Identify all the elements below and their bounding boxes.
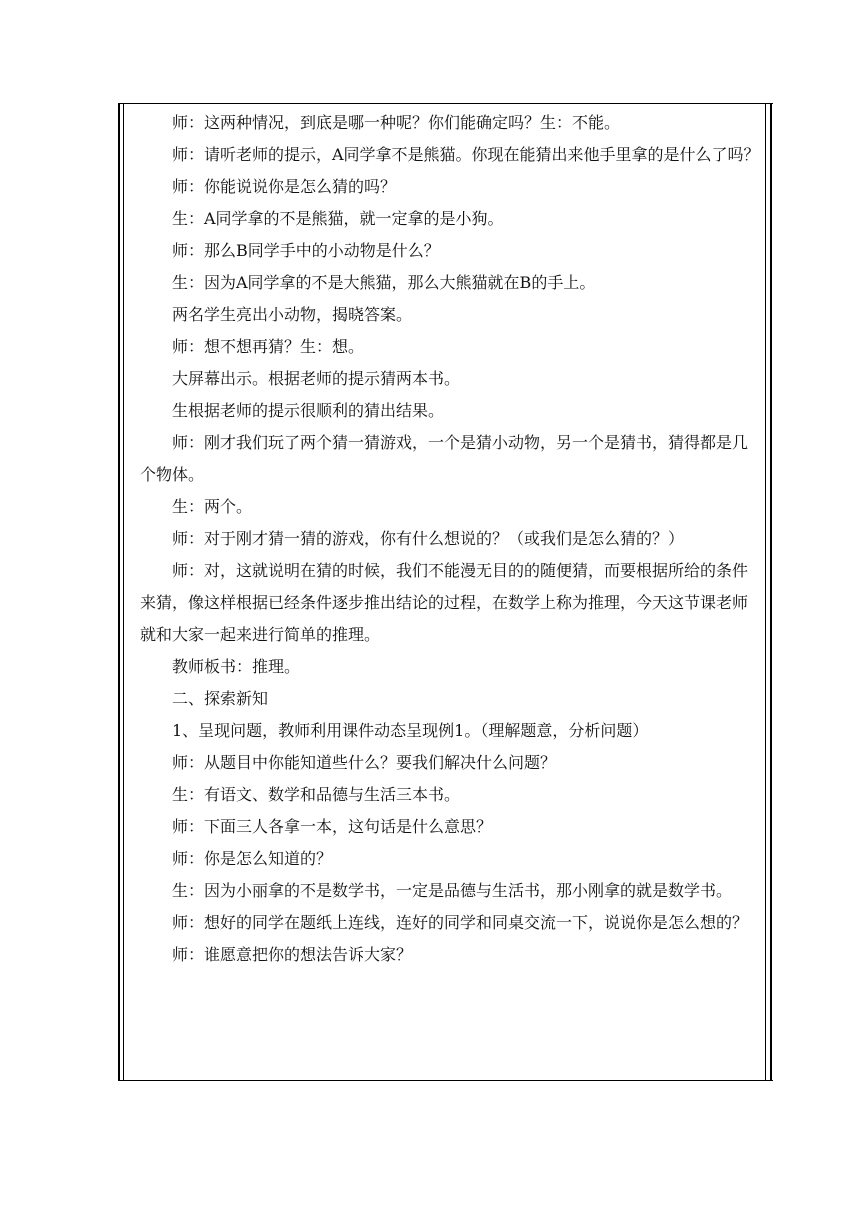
paragraph-18: 师：从题目中你能知道些什么？要我们解决什么问题？ — [172, 753, 557, 772]
table-border-right-inner — [765, 103, 766, 1081]
paragraph-21: 师：你是怎么知道的？ — [172, 849, 333, 868]
paragraph-17: 1、呈现问题，教师利用课件动态呈现例1。（理解题意，分析问题） — [172, 721, 649, 740]
paragraph-1: 师：这两种情况，到底是哪一种呢？你们能确定吗？生：不能。 — [172, 113, 621, 132]
paragraph-20: 师：下面三人各拿一本，这句话是什么意思？ — [172, 817, 493, 836]
paragraph-23: 师：想好的同学在题纸上连线，连好的同学和同桌交流一下，说说你是怎么想的？ — [172, 913, 749, 932]
table-border-left-outer — [118, 103, 120, 1081]
paragraph-19: 生：有语文、数学和品德与生活三本书。 — [172, 785, 461, 804]
paragraph-2: 师：请听老师的提示，A同学拿不是熊猫。你现在能猜出来他手里拿的是什么了吗？ — [172, 145, 760, 164]
paragraph-6: 生：因为A同学拿的不是大熊猫，那么大熊猫就在B的手上。 — [172, 273, 596, 292]
paragraph-7: 两名学生亮出小动物，揭晓答案。 — [172, 305, 413, 324]
section-heading: 二、探索新知 — [172, 689, 269, 708]
lesson-content-cell — [140, 107, 762, 971]
paragraph-8: 师：想不想再猜？生：想。 — [172, 337, 365, 356]
table-border-right-outer — [770, 103, 772, 1081]
paragraph-9: 大屏幕出示。根据老师的提示猜两本书。 — [172, 369, 461, 388]
paragraph-12: 生：两个。 — [172, 497, 253, 516]
paragraph-14: 师：对，这就说明在猜的时候，我们不能漫无目的的随便猜，而要根据所给的条件来猜，像这样根据已经条件逐步推出结论的过程，在数学上称为推理，今天这节课老师就和大家一起来进行简单的推理。 — [140, 561, 749, 644]
paragraph-15: 教师板书：推理。 — [172, 657, 301, 676]
table-border-left-inner — [123, 103, 124, 1081]
paragraph-24: 师：谁愿意把你的想法告诉大家？ — [172, 945, 413, 964]
paragraph-5: 师：那么B同学手中的小动物是什么？ — [172, 241, 440, 260]
paragraph-4: 生：A同学拿的不是熊猫，就一定拿的是小狗。 — [172, 209, 504, 228]
paragraph-22: 生：因为小丽拿的不是数学书，一定是品德与生活书，那小刚拿的就是数学书。 — [172, 881, 733, 900]
paragraph-3: 师：你能说说你是怎么猜的吗？ — [172, 177, 397, 196]
paragraph-10: 生根据老师的提示很顺利的猜出结果。 — [172, 401, 445, 420]
paragraph-11: 师：刚才我们玩了两个猜一猜游戏，一个是猜小动物，另一个是猜书，猜得都是几个物体。 — [140, 433, 749, 484]
paragraph-13: 师：对于刚才猜一猜的游戏，你有什么想说的？（或我们是怎么猜的？） — [172, 529, 685, 548]
